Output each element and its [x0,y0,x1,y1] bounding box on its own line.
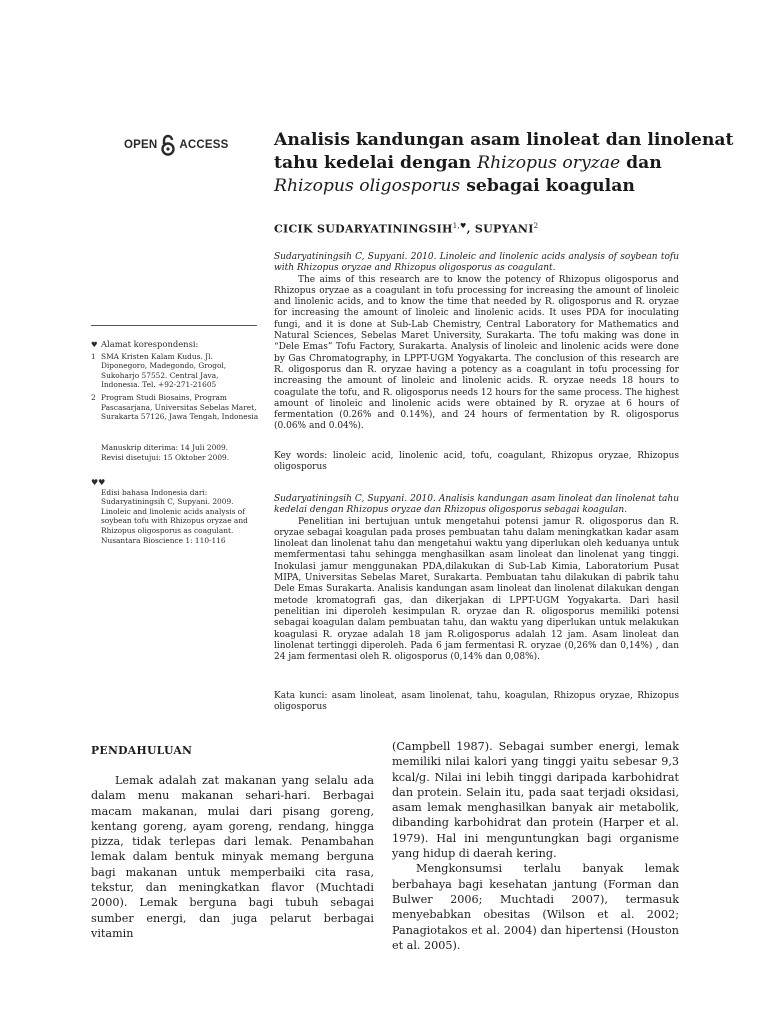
author-2-affil: 2 [533,222,539,230]
abstract-citation: Sudaryatiningsih C, Supyani. 2010. Linoleic and linolenic acids analysis of soybean tofu with Rhizopus oryzae and Rhizopus oligosporus as coagulant. [274,252,679,274]
title-line-1: Analisis kandungan asam linoleat dan linolenat [274,130,734,150]
keywords-indonesian: Kata kunci: asam linoleat, asam linolenat, tahu, koagulan, Rhizopus oryzae, Rhizopus oligosporus [274,691,679,713]
author-1: CICIK SUDARYATININGSIH [274,222,453,236]
intro-paragraph: Lemak adalah zat makanan yang selalu ada dalam menu makanan sehari-hari. Berbagai macam makanan, mulai dari pisang goreng, kentang goreng, ayam goreng, rendang, hingga pizza, tidak terlepas dari lemak. Penambahan lemak dalam bentuk minyak memang berguna bagi makanan untuk memperbaiki cita rasa, tekstur, dan meningkatkan flavor (Muchtadi 2000). Lemak berguna bagi tubuh sebagai sumber energi, dan juga pelarut berbagai vitamin [91,774,374,940]
sidebar-divider [91,325,257,326]
correspondence-label: Alamat korespondensi: [101,339,199,349]
affiliation-2: Program Studi Biosains, Program Pascasarjana, Universitas Sebelas Maret, Surakarta 57126, Jawa Tengah, Indonesia [101,392,259,422]
received-date: Manuskrip diterima: 14 Juli 2009. [101,443,229,452]
title-line-3 [274,175,734,198]
edition-note [91,478,259,545]
open-access-logo [124,134,229,156]
intro-column-1 [91,773,374,941]
title-species: Rhizopus oryzae [477,153,621,173]
intro-paragraph: Mengkonsumsi terlalu banyak lemak berbahaya bagi kesehatan jantung (Forman dan Bulwer 2006; Muchtadi 2007), termasuk menyebabkan obesitas (Wilson et al. 2002; Panagiotakos et al. 2004) dan hipertensi (Houston et al. 2005). [392,862,679,952]
abstrak-citation: Sudaryatiningsih C, Supyani. 2010. Analisis kandungan asam linoleat dan linolenat tahu kedelai dengan Rhizopus oryzae dan Rhizopus oligosporus sebagai koagulan. [274,494,679,516]
author-list [274,222,538,236]
affiliation-number: 1 [91,351,96,361]
abstract-indonesian [274,494,679,663]
double-heart-icon: ♥♥ [91,478,106,487]
author-1-affil: 1,♥ [452,222,467,230]
article-title [274,129,734,198]
edition-text: Edisi bahasa Indonesia dari: Sudaryatiningsih C, Supyani. 2009. Linoleic and linolenic acids analysis of soybean tofu with Rhizopus oryzae and Rhizopus oligosporus as coagulant. Nusantara Bioscience 1: 110-116 [101,487,248,545]
intro-paragraph: (Campbell 1987). Sebagai sumber energi, lemak memiliki nilai kalori yang tinggi yaitu sebesar 9,3 kcal/g. Nilai ini lebih tinggi daripada karbohidrat dan protein. Selain itu, pada saat terjadi oksidasi, asam lemak menghasilkan banyak air metabolik, dibanding karbohidrat dan protein (Harper et al. 1979). Hal ini menguntungkan bagi organisme yang hidup di daerah kering. [392,740,679,861]
open-access-right: ACCESS [179,139,229,151]
revised-date: Revisi disetujui: 15 Oktober 2009. [101,452,230,462]
title-text: sebagai koagulan [460,176,635,196]
abstract-english [274,252,679,433]
abstrak-body: Penelitian ini bertujuan untuk mengetahui potensi jamur R. oligosporus dan R. oryzae sebagai koagulan pada proses pembuatan tahu dalam meningkatkan kadar asam linoleat dan linolenat tahu dan mengetahui waktu yang diperlukan oleh keduanya untuk memfermentasi tahu sehingga menghasilkan asam linoleat dan linolenat yang tinggi. Inokulasi jamur menggunakan PDA,dilakukan di Sub-Lab Kimia, Laboratorium Pusat MIPA, Universitas Sebelas Maret, Surakarta. Pembuatan tahu dilakukan di pabrik tahu Dele Emas Surakarta. Analisis kandungan asam linoleat dan linolenat dilakukan dengan metode kromatografi gas, dan dikerjakan di LPPT-UGM Yogyakarta. Dari hasil penelitian ini diperoleh kesimpulan R. oryzae dan R. oligosporus memiliki potensi sebagai koagulan dalam pembuatan tahu, dan waktu yang diperlukan untuk melakukan koagulasi R. oryzae adalah 18 jam R.oligosporus adalah 12 jam. Asam linoleat dan linolenat tertinggi diperoleh. Pada 6 jam fermentasi R. oryzae (0,26% dan 0,14%) , dan 24 jam fermentasi oleh R. oligosporus (0,14% dan 0,08%). [274,516,679,663]
author-2: , SUPYANI [466,222,534,236]
title-species: Rhizopus oligosporus [274,176,461,196]
manuscript-dates [91,443,259,462]
title-text: dan [620,153,662,173]
affiliation-1: SMA Kristen Kalam Kudus. Jl. Diponegoro, Madegondo, Grogol, Sukoharjo 57552. Central Java, Indonesia. Tel. +92-271-21605 [101,351,227,390]
title-line-2 [274,152,734,175]
open-access-left: OPEN [124,139,158,151]
keywords-english: Key words: linoleic acid, linolenic acid, tofu, coagulant, Rhizopus oryzae, Rhizopus oligosporus [274,451,679,473]
heart-icon: ♥ [91,340,98,349]
correspondence-block [91,340,259,422]
title-text: tahu kedelai dengan [274,153,478,173]
affiliation-number: 2 [91,392,96,402]
section-heading-intro: PENDAHULUAN [91,744,193,757]
open-lock-icon [160,134,176,156]
intro-column-2 [392,739,679,953]
abstract-body: The aims of this research are to know the potency of Rhizopus oligosporus and Rhizopus oryzae as a coagulant in tofu processing for increasing the amount of linoleic and linolenic acids, and to know the time that needed by R. oligosporus and R. oryzae for increasing the amount of linoleic and linolenic acids. It uses PDA for inoculating fungi, and it is done at Sub-Lab Chemistry, Central Laboratory for Mathematics and Natural Sciences, Sebelas Maret University, Surakarta. The tofu making was done in “Dele Emas” Tofu Factory, Surakarta. Analysis of linoleic and linolenic acids were done by Gas Chromatography, in LPPT-UGM Yogyakarta. The conclusion of this research are R. oligosporus dan R. oryzae having a potency as a coagulant in tofu processing for increasing the amount of linoleic and linolenic acids. R. oryzae needs 18 hours to coagulate the tofu, and R. oligosporus needs 12 hours for the same process. The highest amount of linoleic and linolenic acids were obtained by R. oryzae at 6 hours of fermentation (0.26% and 0.14%), and 24 hours of fermentation by R. oligosporus (0.06% and 0.04%). [274,274,679,432]
